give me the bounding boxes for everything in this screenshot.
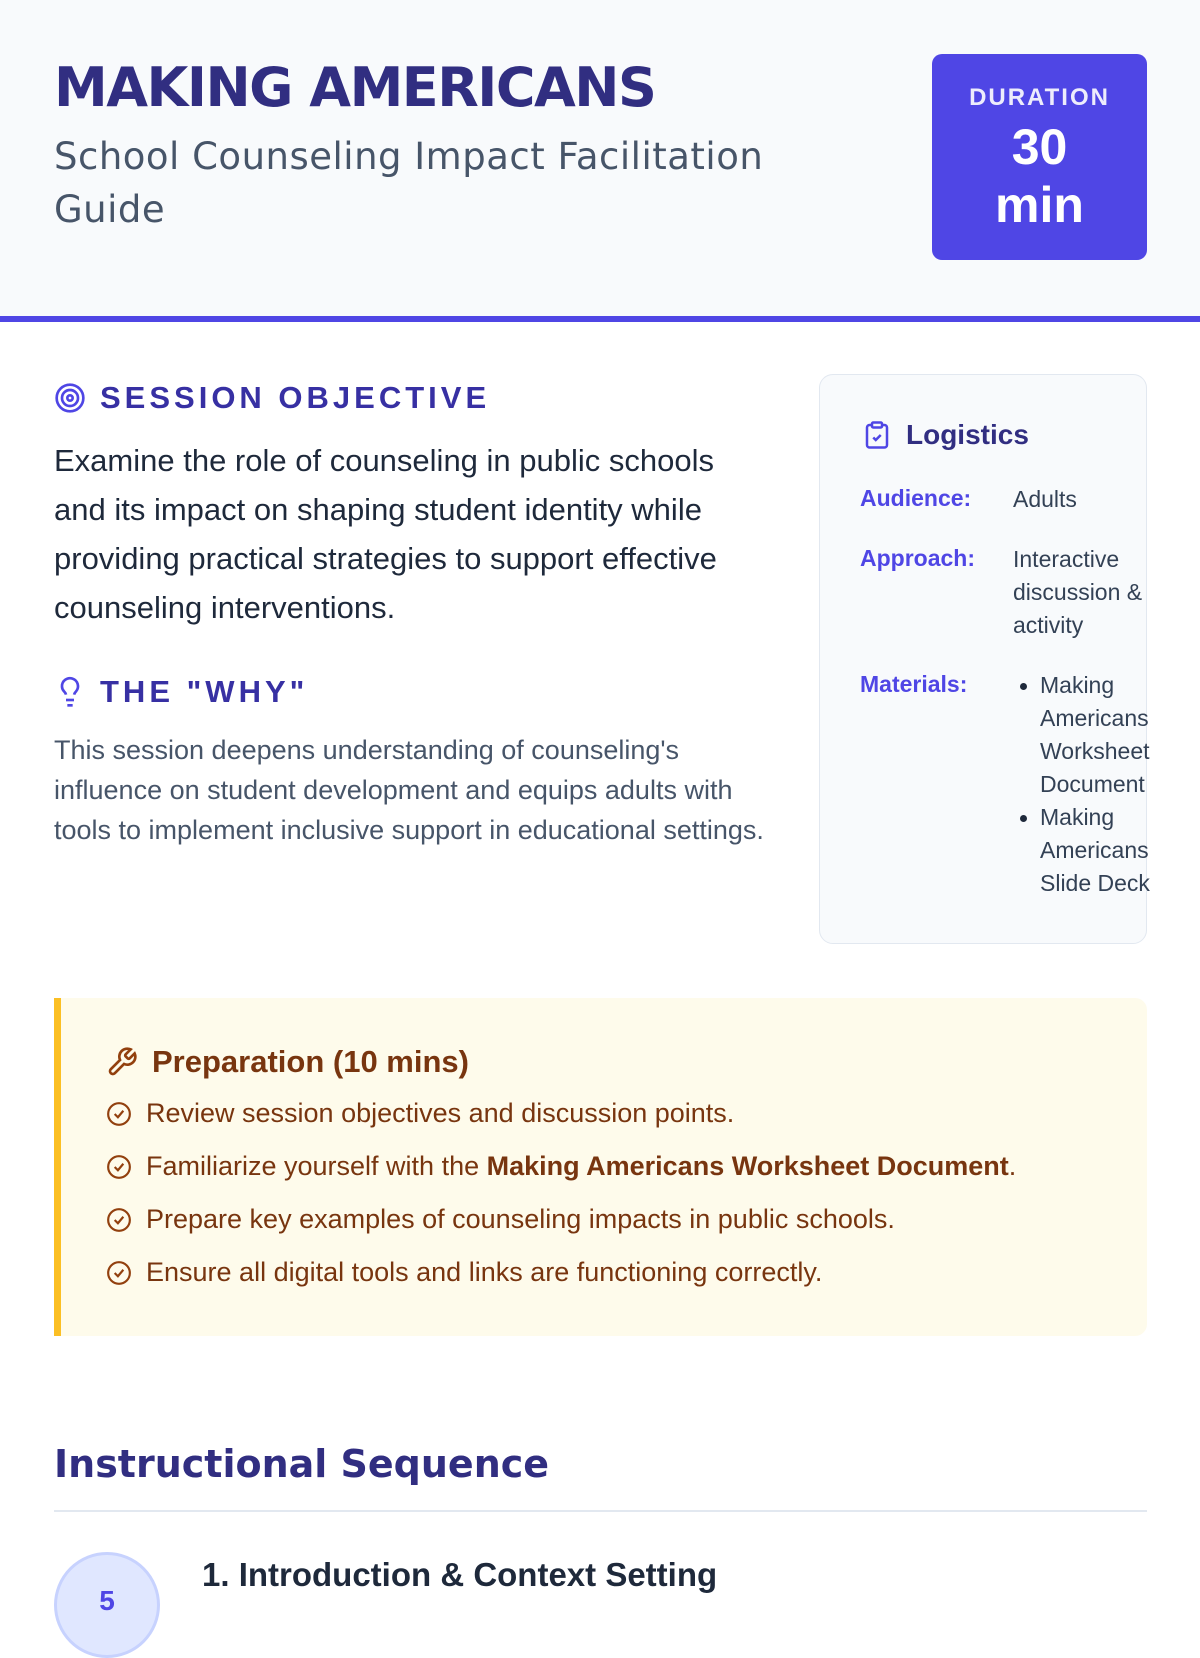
- check-circle-icon: [106, 1207, 132, 1233]
- why-heading-text: THE "WHY": [100, 674, 309, 709]
- step-duration-badge: 5: [54, 1552, 160, 1658]
- duration-value: 30 min: [995, 119, 1084, 233]
- page-subtitle: School Counseling Impact Facilitation Guide: [54, 135, 764, 231]
- check-circle-icon: [106, 1101, 132, 1127]
- prep-item-text-after: .: [1008, 1151, 1017, 1181]
- preparation-title-text: Preparation (10 mins): [152, 1044, 469, 1079]
- duration-label: DURATION: [969, 84, 1110, 111]
- prep-item-text: Prepare key examples of counseling impacts in public schools.: [146, 1204, 895, 1234]
- prep-item-bold: Making Americans Worksheet Document: [486, 1151, 1009, 1181]
- duration-badge: [932, 54, 1147, 260]
- materials-item: Making Americans Worksheet Document: [1013, 669, 1163, 801]
- check-circle-icon: [106, 1260, 132, 1286]
- page-header: [0, 0, 1200, 322]
- objective-heading: [54, 380, 490, 416]
- materials-item: Making Americans Slide Deck: [1013, 801, 1163, 900]
- prep-item-text: [146, 1151, 1016, 1182]
- approach-value: Interactive discussion & activity: [1013, 546, 1143, 638]
- prep-item-text-before: Familiarize yourself with the: [146, 1151, 487, 1181]
- prep-item-text: Ensure all digital tools and links are functioning correctly.: [146, 1257, 823, 1287]
- sequence-heading: Instructional Sequence: [54, 1442, 550, 1486]
- materials-list: [1013, 669, 1163, 900]
- lightbulb-icon: [54, 676, 86, 708]
- objective-text: Examine the role of counseling in public schools and its impact on shaping student identity while providing practical strategies to support effective counseling interventions.: [54, 443, 717, 625]
- sequence-divider: [54, 1510, 1147, 1512]
- page-title: MAKING AMERICANS: [54, 56, 656, 119]
- prep-item: [106, 1204, 895, 1235]
- target-icon: [54, 382, 86, 414]
- logistics-card: [819, 374, 1150, 944]
- why-text: This session deepens understanding of counseling's influence on student development and equips adults with tools to implement inclusive support in educational settings.: [54, 735, 764, 845]
- logistics-title: [862, 419, 1029, 451]
- clipboard-check-icon: [862, 420, 892, 450]
- why-heading: [54, 674, 308, 710]
- prep-item: [106, 1098, 734, 1129]
- objective-heading-text: SESSION OBJECTIVE: [100, 380, 491, 415]
- materials-label: Materials:: [860, 671, 968, 697]
- prep-item: [106, 1151, 1016, 1182]
- approach-label: Approach:: [860, 545, 975, 571]
- preparation-box: [54, 998, 1147, 1336]
- prep-item-text: Review session objectives and discussion points.: [146, 1098, 735, 1128]
- audience-label: Audience:: [860, 485, 972, 511]
- check-circle-icon: [106, 1154, 132, 1180]
- logistics-title-text: Logistics: [906, 419, 1029, 450]
- preparation-title: [106, 1044, 469, 1080]
- step-title: 1. Introduction & Context Setting: [202, 1556, 718, 1593]
- wrench-icon: [106, 1046, 138, 1078]
- prep-item: [106, 1257, 822, 1288]
- audience-value: Adults: [1013, 486, 1077, 512]
